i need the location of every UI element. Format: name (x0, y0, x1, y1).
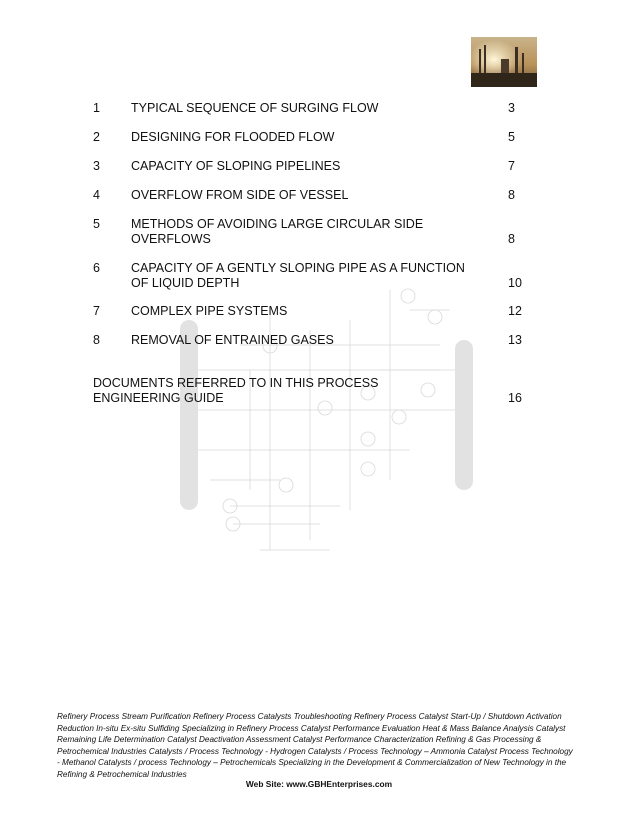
referenced-documents-page: 16 (508, 391, 522, 405)
toc-title: CAPACITY OF SLOPING PIPELINES (131, 159, 341, 173)
toc-page: 3 (508, 101, 515, 115)
toc-title: REMOVAL OF ENTRAINED GASES (131, 333, 334, 347)
toc-page: 8 (508, 188, 515, 202)
toc-page: 10 (508, 276, 522, 290)
toc-page: 7 (508, 159, 515, 173)
toc-page: 5 (508, 130, 515, 144)
refinery-logo-image (471, 37, 537, 87)
toc-number: 8 (93, 333, 100, 347)
toc-page: 12 (508, 304, 522, 318)
toc-number: 5 (93, 217, 100, 231)
toc-number: 2 (93, 130, 100, 144)
toc-title: METHODS OF AVOIDING LARGE CIRCULAR SIDE OVERFLOWS (131, 217, 424, 246)
toc-title: OVERFLOW FROM SIDE OF VESSEL (131, 188, 349, 202)
referenced-documents-heading: DOCUMENTS REFERRED TO IN THIS PROCESS ENGINEERING GUIDE (93, 376, 379, 405)
toc-title: TYPICAL SEQUENCE OF SURGING FLOW (131, 101, 379, 115)
toc-page: 13 (508, 333, 522, 347)
toc-title: DESIGNING FOR FLOODED FLOW (131, 130, 335, 144)
website-link[interactable]: Web Site: www.GBHEnterprises.com (245, 779, 393, 789)
toc-number: 3 (93, 159, 100, 173)
toc-title: COMPLEX PIPE SYSTEMS (131, 304, 288, 318)
toc-number: 4 (93, 188, 100, 202)
toc-number: 6 (93, 261, 100, 275)
toc-page: 8 (508, 232, 515, 246)
toc-number: 7 (93, 304, 100, 318)
toc-title: CAPACITY OF A GENTLY SLOPING PIPE AS A FUNCTION OF LIQUID DEPTH (131, 261, 465, 290)
toc-number: 1 (93, 101, 100, 115)
footer-description: Refinery Process Stream Purification Refinery Process Catalysts Troubleshooting Refinery Process Catalyst Start-Up / Shutdown Activation Reduction In-situ Ex-situ Sulfiding Specializing in Refinery Process Catalyst Performance Evaluation Heat & Mass Balance Analysis Catalyst Remaining Life Determination Catalyst Deactivation Assessment Catalyst Performance Characterization Refining & Gas Processing & Petrochemical Industries Catalysts / Process Technology - Hydrogen Catalysts / Process Technology – Ammonia Catalyst Process Technology - Methanol Catalysts / process Technology – Petrochemicals Specializing in the Development & Commercialization of New Technology in the Refining & Petrochemical Industries (57, 712, 573, 779)
